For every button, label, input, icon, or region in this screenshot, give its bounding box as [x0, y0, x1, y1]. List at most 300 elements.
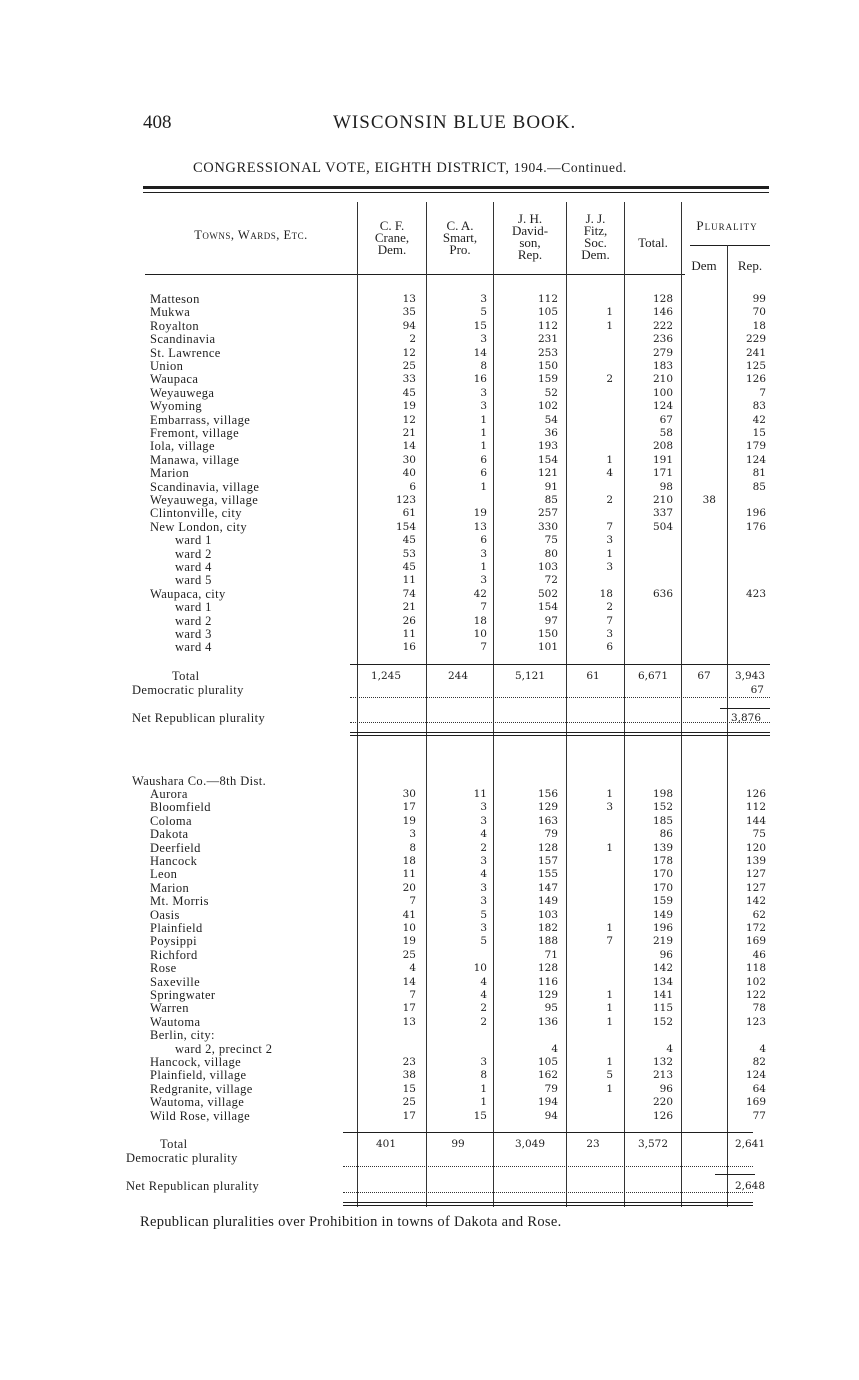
cell-rep: 229	[745, 333, 766, 346]
table-row	[0, 414, 859, 427]
cell-total: 171	[652, 467, 673, 480]
table-row	[0, 507, 859, 520]
cell-crane: 26	[402, 614, 416, 627]
cell-fitz: 1	[606, 1056, 613, 1068]
cell-smart: 244	[447, 670, 469, 682]
cell-rep: 126	[745, 373, 766, 386]
table-row	[0, 895, 859, 908]
cell-davidson: 157	[537, 855, 558, 867]
cell-total: 183	[652, 360, 673, 372]
row-label: Waupaca, city	[150, 587, 226, 601]
cell-rep: 144	[745, 814, 766, 827]
cell-fitz: 23	[586, 1138, 600, 1150]
row-label: ward 3	[175, 628, 212, 641]
cell-total: 178	[652, 855, 673, 867]
row-label: Total	[160, 1138, 188, 1151]
cell-fitz: 1	[606, 989, 613, 1001]
cell-total: 4	[666, 1042, 673, 1055]
table-row	[0, 387, 859, 400]
table-row	[0, 1083, 859, 1096]
cell-rep: 126	[745, 788, 766, 800]
cell-total: 236	[652, 333, 673, 346]
cell-total: 152	[652, 801, 673, 814]
row-label: ward 1	[175, 601, 212, 615]
cell-rep: 124	[745, 1069, 766, 1082]
cell-smart: 3	[480, 881, 487, 894]
cell-total: 98	[659, 480, 673, 493]
cell-crane: 123	[395, 494, 416, 506]
cell-rep: 42	[752, 413, 766, 426]
table-row	[0, 855, 859, 868]
cell-crane: 25	[402, 1096, 416, 1109]
cell-davidson: 103	[537, 908, 558, 921]
page-number: 408	[143, 112, 172, 133]
row-label: Bloomfield	[150, 801, 211, 815]
cell-smart: 1	[480, 1096, 487, 1109]
cell-crane: 20	[402, 881, 416, 894]
cell-davidson: 129	[537, 801, 558, 814]
waushara-double-rule-1	[343, 1202, 753, 1203]
table-row	[0, 1043, 859, 1056]
cell-fitz: 7	[606, 520, 613, 533]
cell-davidson: 330	[537, 520, 558, 533]
cell-davidson: 163	[537, 814, 558, 827]
cell-smart: 1	[480, 427, 487, 439]
cell-total: 58	[659, 427, 673, 439]
cell-davidson: 71	[544, 948, 558, 961]
cell-davidson: 150	[537, 360, 558, 372]
row-label: Hancock, village	[150, 1056, 242, 1069]
cell-fitz: 1	[606, 788, 613, 800]
table-row	[0, 628, 859, 641]
cell-rep: 3,943	[734, 670, 766, 682]
cell-total: 124	[652, 400, 673, 413]
cell-smart: 10	[473, 628, 487, 640]
cell-smart: 3	[480, 547, 487, 560]
cell-total: 96	[659, 1082, 673, 1095]
cell-smart: 3	[480, 814, 487, 827]
cell-rep: 78	[752, 1002, 766, 1015]
cell-crane: 40	[402, 467, 416, 480]
row-label: Matteson	[150, 293, 200, 306]
row-label: Poysippi	[150, 935, 197, 949]
table-row	[0, 935, 859, 948]
table-row	[0, 588, 859, 601]
cell-crane: 7	[409, 895, 416, 908]
cell-rep: 7	[759, 386, 766, 399]
cell-rep: 123	[745, 1015, 766, 1028]
cell-total: 149	[652, 908, 673, 921]
row-label: Waupaca	[150, 373, 199, 387]
cell-crane: 23	[402, 1056, 416, 1068]
cell-total: 6,671	[637, 670, 669, 682]
cell-davidson: 182	[537, 922, 558, 934]
cell-davidson: 85	[544, 494, 558, 506]
row-label: Fremont, village	[150, 427, 240, 440]
cell-total: 504	[652, 520, 673, 533]
cell-davidson: 52	[544, 386, 558, 399]
table-row	[0, 1016, 859, 1029]
cell-fitz: 6	[606, 641, 613, 654]
cell-fitz: 3	[606, 561, 613, 573]
row-label: Clintonville, city	[150, 507, 242, 521]
row-label: Coloma	[150, 814, 192, 828]
table-row	[0, 454, 859, 467]
cell-total: 67	[659, 413, 673, 426]
row-label: ward 2	[175, 614, 212, 628]
table-title-main: CONGRESSIONAL VOTE, EIGHTH DISTRICT,	[193, 160, 510, 176]
cell-crane: 21	[402, 427, 416, 439]
row-label: Wautoma	[150, 1015, 201, 1029]
table-row	[0, 615, 859, 628]
cell-total: 213	[652, 1069, 673, 1082]
cell-total: 146	[652, 306, 673, 319]
cell-fitz: 18	[599, 587, 613, 600]
cell-rep: 127	[745, 868, 766, 881]
cell-smart: 3	[480, 574, 487, 587]
cell-davidson: 128	[537, 962, 558, 975]
row-label: Mt. Morris	[150, 895, 209, 909]
row-label: Redgranite, village	[150, 1082, 253, 1096]
row-label: Dakota	[150, 828, 189, 842]
cell-rep: 196	[745, 507, 766, 520]
cell-fitz: 5	[606, 1069, 613, 1082]
table-row	[0, 548, 859, 561]
cell-total: 134	[652, 975, 673, 988]
cell-davidson: 231	[537, 333, 558, 346]
cell-davidson: 54	[544, 413, 558, 426]
cell-crane: 45	[402, 534, 416, 547]
cell-davidson: 5,121	[514, 670, 546, 682]
table-row	[0, 494, 859, 507]
cell-smart: 14	[473, 346, 487, 359]
table-row	[0, 788, 859, 801]
row-label: St. Lawrence	[150, 346, 221, 360]
waushara-dem-plurality-row	[0, 1152, 859, 1165]
cell-crane: 13	[402, 293, 416, 305]
cell-rep: 139	[745, 855, 766, 867]
cell-total: 96	[659, 948, 673, 961]
cell-smart: 5	[480, 908, 487, 921]
cell-crane: 19	[402, 935, 416, 948]
row-label: Marion	[150, 881, 190, 895]
table-row	[0, 1056, 859, 1069]
cell-total: 170	[652, 881, 673, 894]
cell-fitz: 1	[606, 319, 613, 332]
cell-smart: 2	[480, 1015, 487, 1028]
cell-crane: 17	[402, 801, 416, 814]
cell-smart: 18	[473, 614, 487, 627]
waupaca-net-row	[0, 712, 859, 725]
cell-rep: 2,648	[734, 1180, 766, 1192]
table-row	[0, 1002, 859, 1015]
cell-smart: 13	[473, 520, 487, 533]
cell-davidson: 502	[537, 587, 558, 600]
cell-crane: 10	[402, 922, 416, 934]
cell-total: 185	[652, 814, 673, 827]
table-row	[0, 868, 859, 881]
cell-total: 210	[652, 494, 673, 506]
cell-total: 196	[652, 922, 673, 934]
cell-crane: 19	[402, 814, 416, 827]
table-row	[0, 467, 859, 480]
row-label: ward 5	[175, 574, 212, 588]
page-header	[143, 112, 743, 138]
cell-total: 100	[652, 386, 673, 399]
table-row	[0, 828, 859, 841]
cell-smart: 7	[480, 641, 487, 654]
cell-crane: 33	[402, 373, 416, 386]
cell-smart: 6	[480, 453, 487, 466]
cell-fitz: 4	[606, 467, 613, 480]
table-row	[0, 949, 859, 962]
row-label: Plainfield, village	[150, 1069, 247, 1083]
row-label: Rose	[150, 962, 177, 976]
header-plurality: Plurality	[696, 218, 758, 233]
row-label: Wautoma, village	[150, 1096, 245, 1110]
cell-smart: 3	[480, 400, 487, 413]
row-label: Plainfield	[150, 922, 203, 935]
row-label: ward 1	[175, 534, 212, 548]
cell-crane: 4	[409, 962, 416, 975]
row-label: Democratic plurality	[132, 684, 244, 697]
row-label: Total	[172, 670, 200, 683]
cell-crane: 15	[402, 1082, 416, 1095]
waushara-dem-rule	[715, 1174, 755, 1175]
cell-rep: 99	[752, 293, 766, 305]
cell-crane: 16	[402, 641, 416, 654]
cell-total: 86	[659, 828, 673, 841]
cell-davidson: 121	[537, 467, 558, 480]
cell-total: 279	[652, 346, 673, 359]
cell-fitz: 1	[606, 922, 613, 934]
cell-smart: 1	[480, 440, 487, 453]
waushara-total-rule	[343, 1132, 753, 1133]
header-smart: C. A. Smart, Pro.	[442, 218, 478, 257]
cell-fitz: 1	[606, 547, 613, 560]
cell-davidson: 4	[551, 1042, 558, 1055]
cell-davidson: 102	[537, 400, 558, 413]
table-row	[0, 521, 859, 534]
cell-davidson: 194	[537, 1096, 558, 1109]
cell-davidson: 147	[537, 881, 558, 894]
row-label: Iola, village	[150, 440, 215, 454]
header-bottom-rule	[145, 274, 685, 275]
cell-crane: 12	[402, 413, 416, 426]
cell-dem: 38	[702, 494, 716, 506]
running-title: WISCONSIN BLUE BOOK.	[333, 112, 577, 133]
cell-crane: 19	[402, 400, 416, 413]
cell-crane: 8	[409, 841, 416, 854]
cell-crane: 154	[395, 520, 416, 533]
table-row	[0, 801, 859, 814]
cell-davidson: 101	[537, 641, 558, 654]
cell-rep: 112	[745, 801, 766, 814]
table-row	[0, 601, 859, 614]
row-label: Embarrass, village	[150, 413, 251, 427]
table-row	[0, 373, 859, 386]
cell-total: 337	[652, 507, 673, 520]
header-dem: Dem	[691, 258, 717, 273]
cell-rep: 4	[759, 1042, 766, 1055]
cell-total: 126	[652, 1109, 673, 1122]
cell-rep: 82	[752, 1056, 766, 1068]
waushara-total-row	[0, 1138, 859, 1151]
cell-fitz: 1	[606, 453, 613, 466]
row-label: Oasis	[150, 908, 180, 922]
footnote: Republican pluralities over Prohibition in towns of Dakota and Rose.	[140, 1214, 562, 1230]
row-label: Marion	[150, 467, 190, 481]
cell-smart: 5	[480, 306, 487, 319]
cell-davidson: 80	[544, 547, 558, 560]
cell-davidson: 155	[537, 868, 558, 881]
cell-smart: 3	[480, 1056, 487, 1068]
cell-davidson: 154	[537, 601, 558, 614]
cell-davidson: 150	[537, 628, 558, 640]
cell-davidson: 95	[544, 1002, 558, 1015]
row-label: Net Republican plurality	[126, 1180, 260, 1193]
cell-fitz: 2	[606, 494, 613, 506]
cell-smart: 11	[473, 788, 487, 800]
cell-smart: 99	[451, 1138, 465, 1150]
cell-total: 636	[652, 587, 673, 600]
cell-rep: 46	[752, 948, 766, 961]
row-label: Hancock	[150, 855, 198, 868]
cell-smart: 6	[480, 467, 487, 480]
cell-crane: 18	[402, 855, 416, 867]
cell-rep: 176	[745, 520, 766, 533]
cell-crane: 21	[402, 601, 416, 614]
cell-davidson: 156	[537, 788, 558, 800]
cell-rep: 124	[745, 453, 766, 466]
cell-davidson: 94	[544, 1109, 558, 1122]
cell-rep: 85	[752, 480, 766, 493]
cell-rep: 81	[752, 467, 766, 480]
table-row	[0, 976, 859, 989]
cell-crane: 38	[402, 1069, 416, 1082]
cell-davidson: 159	[537, 373, 558, 386]
cell-smart: 15	[473, 1109, 487, 1122]
cell-davidson: 129	[537, 989, 558, 1001]
row-label: Mukwa	[150, 306, 191, 320]
cell-crane: 53	[402, 547, 416, 560]
cell-davidson: 75	[544, 534, 558, 547]
cell-crane: 6	[409, 480, 416, 493]
table-row	[0, 909, 859, 922]
cell-davidson: 105	[537, 1056, 558, 1068]
cell-smart: 2	[480, 841, 487, 854]
cell-total: 139	[652, 841, 673, 854]
header-crane: C. F. Crane, Dem.	[374, 218, 410, 257]
cell-rep: 77	[752, 1109, 766, 1122]
row-label: Aurora	[150, 788, 188, 801]
cell-total: 141	[652, 989, 673, 1001]
waupaca-total-rule	[350, 664, 770, 665]
row-label: Royalton	[150, 319, 200, 333]
cell-crane: 41	[402, 908, 416, 921]
cell-smart: 42	[473, 587, 487, 600]
cell-crane: 401	[375, 1138, 397, 1150]
cell-crane: 17	[402, 1109, 416, 1122]
row-label: Wyoming	[150, 400, 203, 414]
waushara-dotted-1	[343, 1166, 753, 1167]
cell-rep: 67	[750, 684, 764, 696]
table-row	[0, 293, 859, 306]
header-fitz: J. J. Fitz, Soc. Dem.	[581, 211, 610, 262]
cell-rep: 62	[752, 908, 766, 921]
table-row	[0, 1110, 859, 1123]
header-davidson: J. H. David- son, Rep.	[511, 211, 549, 262]
cell-total: 152	[652, 1015, 673, 1028]
cell-rep: 127	[745, 881, 766, 894]
row-label: Net Republican plurality	[132, 712, 266, 725]
cell-crane: 1,245	[370, 670, 402, 682]
row-label: New London, city	[150, 520, 248, 534]
cell-smart: 7	[480, 601, 487, 614]
waupaca-dem-rule	[720, 708, 770, 709]
cell-total: 159	[652, 895, 673, 908]
cell-fitz: 1	[606, 841, 613, 854]
cell-total: 170	[652, 868, 673, 881]
table-row	[0, 306, 859, 319]
cell-smart: 8	[480, 1069, 487, 1082]
cell-crane: 11	[402, 574, 416, 587]
table-row	[0, 882, 859, 895]
cell-fitz: 1	[606, 306, 613, 319]
cell-davidson: 105	[537, 306, 558, 319]
cell-rep: 169	[745, 1096, 766, 1109]
row-label: Weyauwega, village	[150, 494, 259, 507]
cell-davidson: 188	[537, 935, 558, 948]
waupaca-dotted-1	[350, 697, 770, 698]
table-row	[0, 534, 859, 547]
cell-total: 3,572	[637, 1138, 669, 1150]
table-row	[0, 1069, 859, 1082]
cell-rep: 15	[752, 427, 766, 439]
table-row	[0, 400, 859, 413]
cell-smart: 1	[480, 413, 487, 426]
waupaca-dem-plurality-row	[0, 684, 859, 697]
cell-smart: 1	[480, 561, 487, 573]
cell-fitz: 1	[606, 1015, 613, 1028]
cell-rep: 120	[745, 841, 766, 854]
cell-smart: 1	[480, 480, 487, 493]
waupaca-total-row	[0, 670, 859, 683]
table-row	[0, 561, 859, 574]
row-label: Deerfield	[150, 841, 201, 855]
cell-smart: 3	[480, 895, 487, 908]
table-row	[0, 333, 859, 346]
cell-smart: 4	[480, 868, 487, 881]
cell-rep: 172	[745, 922, 766, 934]
table-row	[0, 440, 859, 453]
table-row	[0, 427, 859, 440]
cell-total: 142	[652, 962, 673, 975]
cell-smart: 6	[480, 534, 487, 547]
cell-rep: 2,641	[734, 1138, 766, 1150]
row-label: Scandinavia	[150, 333, 216, 347]
cell-crane: 25	[402, 360, 416, 372]
row-label: Berlin, city:	[150, 1029, 215, 1043]
row-label: Wild Rose, village	[150, 1109, 251, 1123]
cell-smart: 4	[480, 975, 487, 988]
cell-rep: 142	[745, 895, 766, 908]
header-rule-thin	[143, 192, 769, 193]
header-rule-thick	[143, 186, 769, 189]
cell-rep: 179	[745, 440, 766, 453]
header-towns: Towns, Wards, Etc.	[194, 228, 308, 242]
cell-total: 115	[652, 1002, 673, 1015]
